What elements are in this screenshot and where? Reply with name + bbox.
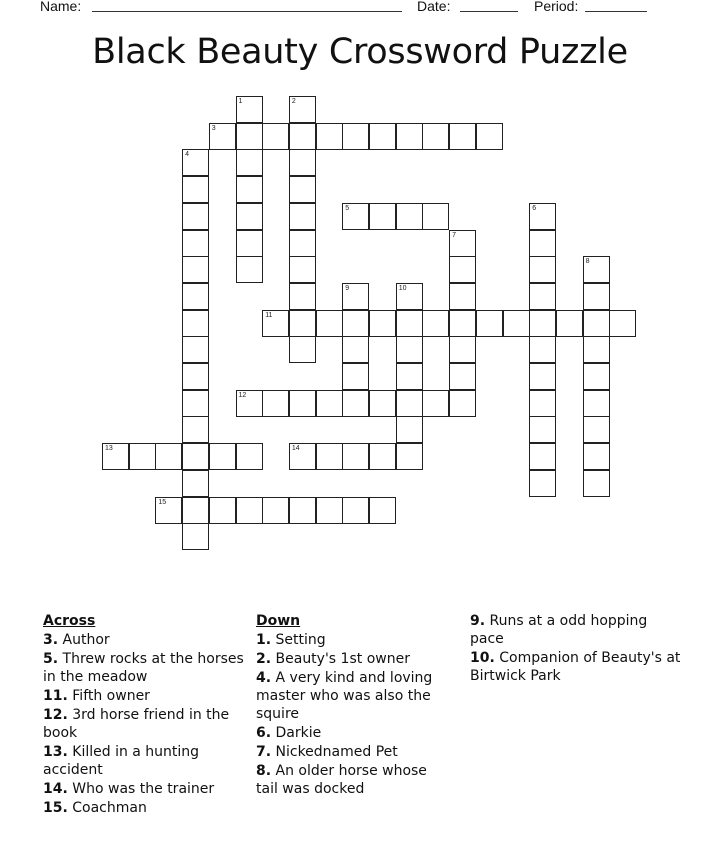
grid-cell[interactable]: [342, 390, 369, 417]
grid-cell[interactable]: [236, 96, 263, 123]
cell-number: 1: [238, 98, 243, 105]
grid-cell[interactable]: [583, 416, 610, 443]
grid-cell[interactable]: [449, 256, 476, 283]
clue-text: Beauty's 1st owner: [275, 651, 410, 667]
clue-number: 8.: [256, 763, 272, 779]
grid-cell[interactable]: [316, 390, 343, 417]
grid-cell[interactable]: [476, 310, 503, 337]
grid-cell[interactable]: [529, 310, 556, 337]
clue-text: Fifth owner: [72, 688, 150, 704]
grid-cell[interactable]: [529, 230, 556, 257]
grid-cell[interactable]: [583, 283, 610, 310]
grid-cell[interactable]: [609, 310, 636, 337]
cell-number: 5: [345, 204, 350, 212]
grid-cell[interactable]: [583, 256, 610, 283]
grid-cell[interactable]: [422, 310, 449, 337]
date-label: Date:: [417, 0, 451, 14]
clue-text: Killed in a hunting accident: [43, 744, 200, 778]
clue-text: Runs at a odd hopping pace: [470, 613, 648, 647]
grid-cell[interactable]: [236, 203, 263, 230]
cell-number: 13: [105, 445, 113, 453]
cell-number: 11: [265, 311, 273, 319]
grid-cell[interactable]: [529, 470, 556, 497]
grid-cell[interactable]: [236, 256, 263, 283]
clue-text: Who was the trainer: [72, 781, 215, 797]
grid-cell[interactable]: [209, 443, 236, 470]
grid-cell[interactable]: [449, 123, 476, 150]
page-title: Black Beauty Crossword Puzzle: [92, 32, 628, 72]
grid-cell[interactable]: [262, 310, 289, 337]
clue-across: [43, 799, 253, 817]
clue-down: [256, 669, 451, 723]
grid-cell[interactable]: [529, 363, 556, 390]
grid-cell[interactable]: [396, 310, 423, 337]
grid-cell[interactable]: [182, 416, 209, 443]
grid-cell[interactable]: [449, 336, 476, 363]
grid-cell[interactable]: [236, 176, 263, 203]
grid-cell[interactable]: [396, 203, 423, 230]
grid-cell[interactable]: [289, 230, 316, 257]
grid-cell[interactable]: [396, 283, 423, 310]
grid-cell[interactable]: [262, 390, 289, 417]
grid-cell[interactable]: [583, 363, 610, 390]
grid-cell[interactable]: [396, 336, 423, 363]
grid-cell[interactable]: [262, 123, 289, 150]
across-heading: Across: [43, 613, 96, 629]
clue-text: Author: [62, 632, 110, 648]
grid-cell[interactable]: [369, 497, 396, 524]
grid-cell[interactable]: [289, 96, 316, 123]
clue-text: Coachman: [72, 800, 147, 816]
grid-cell[interactable]: [129, 443, 156, 470]
down-heading: Down: [256, 613, 301, 629]
grid-cell[interactable]: [182, 283, 209, 310]
grid-cell[interactable]: [583, 470, 610, 497]
grid-cell[interactable]: [342, 283, 369, 310]
grid-cell[interactable]: [182, 230, 209, 257]
clue-number: 14.: [43, 781, 68, 797]
grid-cell[interactable]: [289, 497, 316, 524]
grid-cell[interactable]: [236, 443, 263, 470]
cell-number: 14: [291, 445, 300, 453]
cell-number: 8: [585, 258, 590, 266]
grid-cell[interactable]: [316, 123, 343, 150]
grid-cell[interactable]: [289, 390, 316, 417]
grid-cell[interactable]: [342, 363, 369, 390]
clue-number: 9.: [470, 613, 486, 629]
grid-cell[interactable]: [529, 416, 556, 443]
clue-across: [43, 706, 253, 742]
clue-down: [470, 649, 685, 685]
grid-cell[interactable]: [583, 310, 610, 337]
grid-cell[interactable]: [182, 149, 209, 176]
grid-cell[interactable]: [422, 123, 449, 150]
grid-cell[interactable]: [369, 123, 396, 150]
grid-cell[interactable]: [182, 470, 209, 497]
cell-number: 10: [398, 284, 407, 292]
clue-number: 15.: [43, 800, 68, 816]
cell-number: 2: [291, 98, 296, 105]
grid-cell[interactable]: [182, 336, 209, 363]
clue-number: 6.: [256, 725, 272, 741]
clue-down: [256, 631, 451, 649]
clue-text: Nickednamed Pet: [275, 744, 398, 760]
grid-cell[interactable]: [102, 443, 129, 470]
grid-cell[interactable]: [155, 497, 182, 524]
grid-cell[interactable]: [583, 443, 610, 470]
grid-cell[interactable]: [236, 497, 263, 524]
clue-across: [43, 743, 253, 779]
grid-cell[interactable]: [449, 310, 476, 337]
grid-cell[interactable]: [342, 497, 369, 524]
grid-cell[interactable]: [236, 149, 263, 176]
cell-number: 6: [532, 204, 537, 212]
grid-cell[interactable]: [289, 443, 316, 470]
cell-number: 7: [452, 231, 456, 239]
grid-cell[interactable]: [182, 310, 209, 337]
clue-across: [43, 687, 253, 705]
grid-cell[interactable]: [316, 443, 343, 470]
grid-cell[interactable]: [182, 363, 209, 390]
clue-text: A very kind and loving master who was also the squire: [256, 670, 433, 722]
grid-cell[interactable]: [369, 203, 396, 230]
clue-down: [256, 743, 451, 761]
grid-cell[interactable]: [182, 203, 209, 230]
clue-down: [470, 612, 685, 648]
cell-number: 15: [158, 498, 167, 506]
grid-cell[interactable]: [529, 256, 556, 283]
grid-cell[interactable]: [236, 123, 263, 150]
grid-cell[interactable]: [449, 363, 476, 390]
clue-number: 1.: [256, 632, 272, 648]
grid-cell[interactable]: [289, 149, 316, 176]
down-clues-continued: [470, 612, 685, 686]
grid-cell[interactable]: [209, 497, 236, 524]
grid-cell[interactable]: [503, 310, 530, 337]
grid-cell[interactable]: [342, 203, 369, 230]
grid-cell[interactable]: [556, 310, 583, 337]
grid-cell[interactable]: [342, 310, 369, 337]
grid-cell[interactable]: [396, 390, 423, 417]
grid-cell[interactable]: [369, 390, 396, 417]
grid-cell[interactable]: [289, 336, 316, 363]
across-clues: [43, 612, 253, 818]
clue-text: Threw rocks at the horses in the meadow: [43, 651, 244, 685]
clue-number: 7.: [256, 744, 272, 760]
clue-down: [256, 650, 451, 668]
clue-number: 12.: [43, 707, 68, 723]
clue-number: 3.: [43, 632, 59, 648]
clue-across: [43, 650, 253, 686]
grid-cell[interactable]: [342, 443, 369, 470]
clue-text: 3rd horse friend in the book: [43, 707, 230, 741]
grid-cell[interactable]: [396, 416, 423, 443]
grid-cell[interactable]: [316, 497, 343, 524]
cell-number: 9: [345, 284, 350, 292]
grid-cell[interactable]: [396, 363, 423, 390]
grid-cell[interactable]: [583, 336, 610, 363]
grid-cell[interactable]: [289, 203, 316, 230]
grid-cell[interactable]: [182, 176, 209, 203]
grid-cell[interactable]: [182, 523, 209, 550]
grid-cell[interactable]: [289, 123, 316, 150]
grid-cell[interactable]: [289, 176, 316, 203]
grid-cell[interactable]: [529, 203, 556, 230]
clue-down: [256, 724, 451, 742]
grid-cell[interactable]: [236, 390, 263, 417]
grid-cell[interactable]: [476, 123, 503, 150]
clue-across: [43, 780, 253, 798]
clue-number: 11.: [43, 688, 68, 704]
period-label: Period:: [534, 0, 579, 14]
grid-cell[interactable]: [449, 230, 476, 257]
grid-cell[interactable]: [289, 283, 316, 310]
clue-number: 5.: [43, 651, 59, 667]
clue-number: 4.: [256, 670, 272, 686]
clue-text: Setting: [275, 632, 326, 648]
down-clues: [256, 612, 451, 799]
grid-cell[interactable]: [262, 497, 289, 524]
grid-cell[interactable]: [182, 390, 209, 417]
cell-number: 12: [238, 391, 247, 399]
clue-text: An older horse whose tail was docked: [256, 763, 427, 797]
grid-cell[interactable]: [449, 283, 476, 310]
grid-cell[interactable]: [396, 443, 423, 470]
clue-number: 13.: [43, 744, 68, 760]
grid-cell[interactable]: [422, 203, 449, 230]
grid-cell[interactable]: [209, 123, 236, 150]
grid-cell[interactable]: [342, 123, 369, 150]
grid-cell[interactable]: [236, 230, 263, 257]
grid-cell[interactable]: [369, 310, 396, 337]
grid-cell[interactable]: [396, 123, 423, 150]
grid-cell[interactable]: [155, 443, 182, 470]
clue-text: Darkie: [275, 725, 322, 741]
grid-cell[interactable]: [529, 336, 556, 363]
grid-cell[interactable]: [449, 390, 476, 417]
grid-cell[interactable]: [342, 336, 369, 363]
grid-cell[interactable]: [529, 283, 556, 310]
grid-cell[interactable]: [289, 310, 316, 337]
name-label: Name:: [40, 0, 82, 14]
grid-cell[interactable]: [182, 497, 209, 524]
grid-cell[interactable]: [182, 256, 209, 283]
cell-number: 3: [211, 124, 216, 132]
grid-cell[interactable]: [529, 443, 556, 470]
clue-down: [256, 762, 451, 798]
grid-cell[interactable]: [289, 256, 316, 283]
clue-across: [43, 631, 253, 649]
grid-cell[interactable]: [316, 310, 343, 337]
grid-cell[interactable]: [422, 390, 449, 417]
grid-cell[interactable]: [583, 390, 610, 417]
grid-cell[interactable]: [369, 443, 396, 470]
clue-text: Companion of Beauty's at Birtwick Park: [470, 650, 681, 684]
clue-number: 2.: [256, 651, 272, 667]
grid-cell[interactable]: [529, 390, 556, 417]
cell-number: 4: [185, 151, 189, 159]
clue-number: 10.: [470, 650, 495, 666]
grid-cell[interactable]: [182, 443, 209, 470]
